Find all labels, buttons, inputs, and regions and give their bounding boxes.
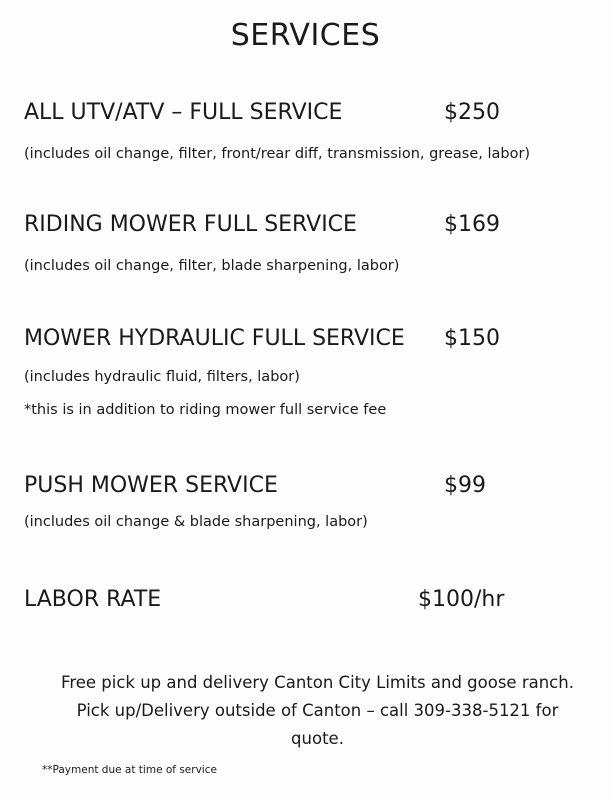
service-note-push-mower: (includes oil change & blade sharpening, labor) xyxy=(24,514,368,530)
service-price-utv-atv: $250 xyxy=(444,100,500,125)
service-name-mower-hydraulic: MOWER HYDRAULIC FULL SERVICE xyxy=(24,326,405,351)
footer-delivery-line-2: Pick up/Delivery outside of Canton – call 309-338-5121 for xyxy=(76,701,559,720)
service-note-mower-hydraulic: (includes hydraulic fluid, filters, labor) xyxy=(24,369,300,385)
service-note-mower-hydraulic-addition: *this is in addition to riding mower full service fee xyxy=(24,402,387,418)
service-name-riding-mower: RIDING MOWER FULL SERVICE xyxy=(24,212,357,237)
service-name-utv-atv: ALL UTV/ATV – FULL SERVICE xyxy=(24,100,343,125)
service-price-mower-hydraulic: $150 xyxy=(444,326,500,351)
payment-note: **Payment due at time of service xyxy=(42,764,217,776)
page-title: SERVICES xyxy=(230,18,381,53)
service-price-labor-rate: $100/hr xyxy=(418,587,505,612)
service-name-push-mower: PUSH MOWER SERVICE xyxy=(24,473,278,498)
service-note-utv-atv: (includes oil change, filter, front/rear diff, transmission, grease, labor) xyxy=(24,146,531,162)
service-name-labor-rate: LABOR RATE xyxy=(24,587,162,612)
service-price-push-mower: $99 xyxy=(444,473,486,498)
service-note-riding-mower: (includes oil change, filter, blade sharpening, labor) xyxy=(24,258,400,274)
service-price-riding-mower: $169 xyxy=(444,212,500,237)
footer-delivery-line-3: quote. xyxy=(291,729,344,748)
footer-delivery-line-1: Free pick up and delivery Canton City Limits and goose ranch. xyxy=(61,673,574,692)
